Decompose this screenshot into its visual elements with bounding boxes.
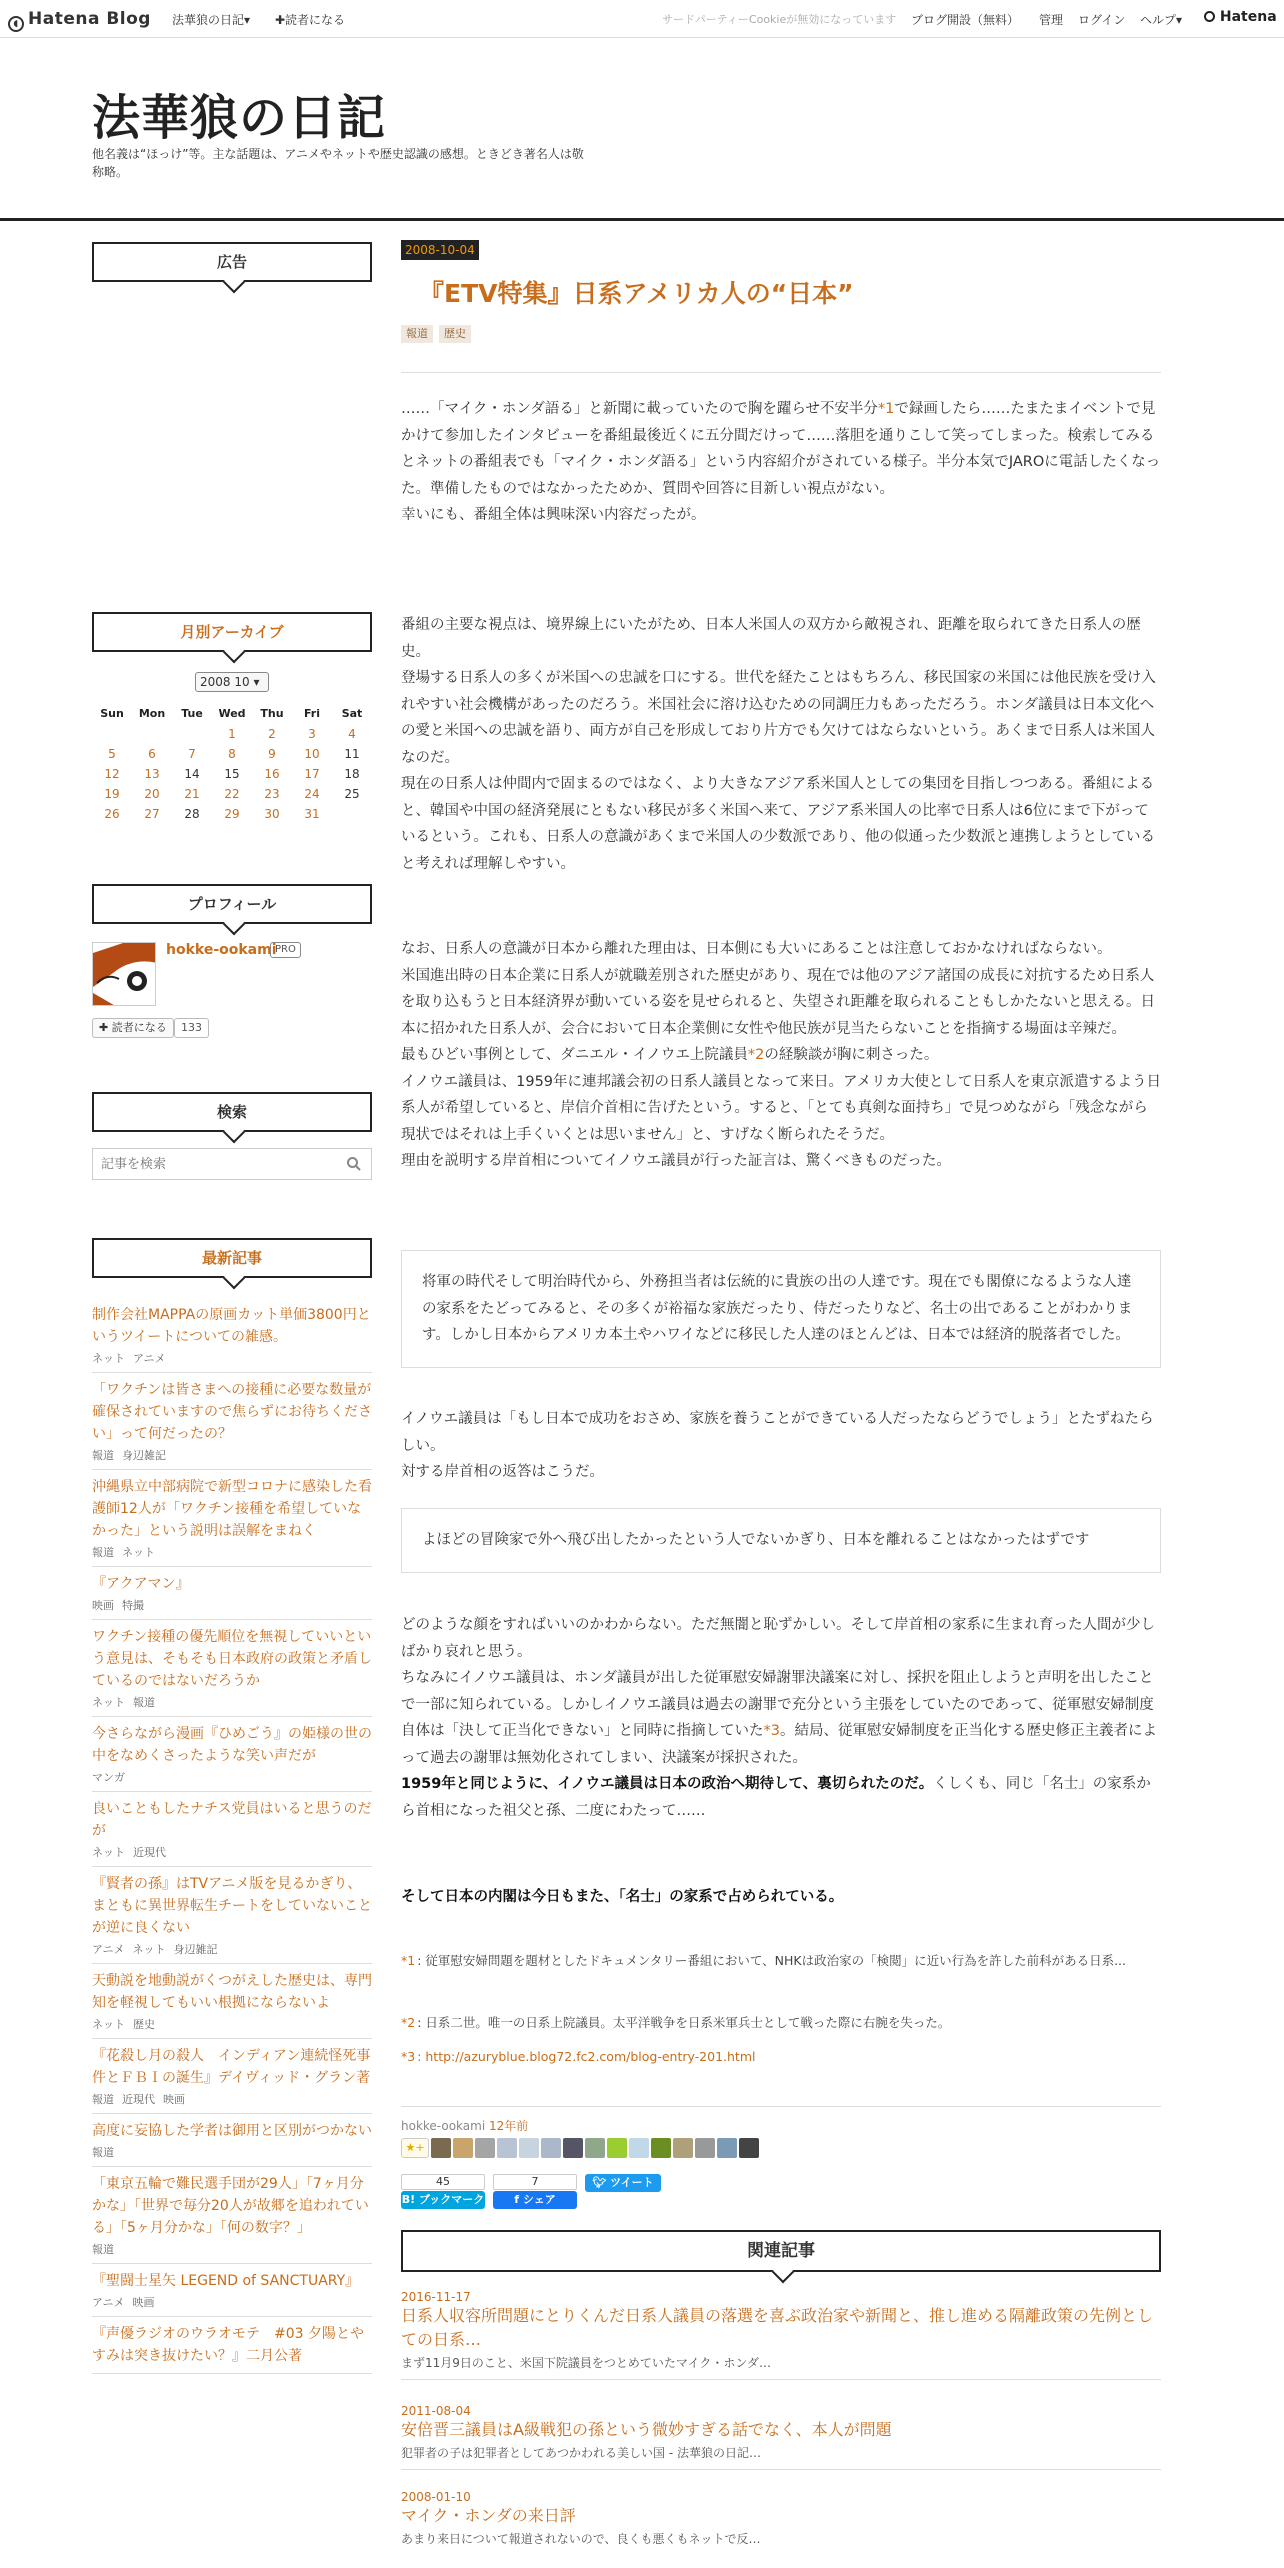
calendar-weekday: Sun	[100, 707, 124, 720]
recent-entry-tag[interactable]: 映画	[163, 2093, 185, 2106]
recent-entry-tag[interactable]: 身辺雑記	[173, 1943, 218, 1956]
login-link[interactable]: ログイン	[1078, 13, 1126, 27]
calendar-week	[92, 784, 372, 804]
blockquote: よほどの冒険家で外へ飛び出したかったという人でないかぎり、日本を離れることはなかったはずです	[401, 1508, 1161, 1573]
footnote-2: *2 : 日系二世。唯一の日系上院議員。太平洋戦争を日系米軍兵士として戦った際に右腕を失った。	[401, 2015, 951, 2030]
star-user-avatar[interactable]	[519, 2138, 539, 2158]
calendar-weekday-row	[92, 704, 372, 724]
recent-entry-tag[interactable]: 近現代	[122, 2093, 155, 2106]
hatena-logo[interactable]: Hatena	[1204, 9, 1277, 25]
recent-entry[interactable]	[92, 1792, 372, 1867]
admin-link[interactable]: 管理	[1039, 13, 1064, 27]
recent-entry-tag[interactable]: マンガ	[92, 1771, 125, 1784]
footnote-link[interactable]: *2	[747, 1047, 765, 1063]
footnote-mark[interactable]: *3	[401, 2049, 416, 2064]
subscribe-link[interactable]: ✚読者になる	[275, 13, 346, 27]
recent-entry-title[interactable]: 高度に妄協した学者は御用と区別がつかない	[92, 2123, 372, 2139]
archive-module	[92, 612, 372, 832]
open-blog-link[interactable]: ブログ開設（無料）	[911, 13, 1020, 27]
recent-entry-tag[interactable]: 近現代	[133, 1846, 166, 1859]
recent-entry-tag[interactable]: アニメ	[133, 1352, 166, 1365]
calendar-week	[92, 724, 372, 744]
hatena-blog-logo[interactable]: ◖ Hatena Blog	[8, 9, 151, 32]
related-entry-title[interactable]: 安倍晋三議員はA級戦犯の孫という微妙すぎる話でなく、本人が問題	[401, 2420, 892, 2439]
recent-entry-title[interactable]: 今さらながら漫画『ひめごう』の姫様の世の中をなめくさったような笑い声だが	[92, 1726, 372, 1764]
facebook-count: 7	[493, 2174, 577, 2190]
profile-module	[92, 884, 372, 1044]
footnote-3	[401, 2046, 1161, 2068]
recent-entry-tag[interactable]: 映画	[92, 1599, 114, 1612]
recent-entry-tags	[92, 1941, 372, 1957]
recent-entry-tag[interactable]: 身辺雑記	[122, 1449, 166, 1462]
bookmark-share[interactable]	[401, 2174, 485, 2209]
entry-paragraph: 番組の主要な視点は、境界線上にいたがため、日本人米国人の双方から敵視され、距離を取られてきた日系人の歴史。 登場する日系人の多くが米国への忠誠を口にする。世代を経たことはもちろん、移民国家の米国には他民族を受け入れやすい社会機構があったのだろう。米国社会に溶け込むための同調圧力もあっただろう。ホンダ議員は日本文化への愛と米国への忠誠を語り、両方が自己を形成しており片方でも欠けてはならないという。あくまで日系人は米国人なのだ。 現在の日系人は仲間内で固まるのではなく、より大きなアジア系米国人としての集団を目指しつつある。番組によると、韓国や中国の経済発展にともない移民が多く米国へ来て、アジア系米国人の比率で日系人は6位にまで下がっているという。これも、日系人の意識があくまで米国人の少数派であり、他の似通った少数派と連携しようとしていると考えれば理解しやすい。	[401, 617, 1156, 872]
calendar-day[interactable]: 13	[144, 767, 160, 781]
footnote-url[interactable]: : http://azuryblue.blog72.fc2.com/blog-entry-201.html	[417, 2049, 756, 2064]
calendar-weekday: Tue	[181, 707, 203, 720]
calendar-week	[92, 804, 372, 824]
recent-entry-tag[interactable]: 報道	[92, 2093, 114, 2106]
blog-menu[interactable]: 法華狼の日記▾	[172, 13, 251, 27]
facebook-share[interactable]	[493, 2174, 577, 2209]
blockquote: 将軍の時代そして明治時代から、外務担当者は伝統的に貴族の出の人達です。現在でも閣僚になるような人達の家系をたどってみると、その多くが裕福な家族だったり、侍だったりなど、名士の出であることがわかります。しかし日本からアメリカ本土やハワイなどに移民した人達のほとんどは、日本では経済的脱落者でした。	[401, 1250, 1161, 1368]
recent-entry[interactable]	[92, 2317, 372, 2374]
pro-badge: PRO	[270, 942, 301, 958]
calendar-day[interactable]: 31	[304, 807, 320, 821]
archive-module-title: 月別アーカイブ	[92, 612, 372, 652]
title-divider	[401, 372, 1161, 373]
calendar-day[interactable]: 26	[104, 807, 120, 821]
recent-entry-tag[interactable]: 映画	[132, 2296, 155, 2309]
cookie-notice[interactable]: サードパーティーCookieが無効になっています	[662, 13, 897, 26]
profile-avatar[interactable]	[92, 942, 156, 1006]
related-entry-snippet: あまり来日について報道されないので、良くも悪くもネットで反…	[401, 2532, 761, 2546]
ad-module	[92, 242, 372, 282]
recent-entry[interactable]	[92, 2167, 372, 2264]
bookmark-count: 45	[401, 2174, 485, 2190]
profile-module-title: プロフィール	[92, 884, 372, 924]
recent-entry-title[interactable]: 『声優ラジオのウラオモテ #03 夕陽とやすみは突き抜けたい？』二月公著	[92, 2326, 364, 2364]
recent-module-title: 最新記事	[92, 1238, 372, 1278]
recent-entry-tags	[92, 2241, 372, 2257]
recent-entry[interactable]	[92, 1298, 372, 1373]
calendar-day	[332, 804, 372, 824]
calendar-day	[132, 724, 172, 744]
calendar-day[interactable]: 4	[348, 727, 356, 741]
calendar-day[interactable]: 21	[184, 787, 200, 801]
calendar-day[interactable]: 29	[224, 807, 240, 821]
facebook-share-button[interactable]: f シェア	[493, 2191, 577, 2209]
calendar-week	[92, 764, 372, 784]
recent-entry-title[interactable]: 制作会社MAPPAの原画カット単価3800円というツイートについての雑感。	[92, 1307, 371, 1345]
recent-entry-title[interactable]: 『花殺し月の殺人 インディアン連続怪死事件とＦＢＩの誕生』デイヴィッド・グラン著	[92, 2048, 371, 2086]
recent-entry-title[interactable]: 『アクアマン』	[92, 1576, 190, 1592]
recent-entry-tag[interactable]: ネット	[92, 1352, 125, 1365]
star-user-avatar[interactable]	[563, 2138, 583, 2158]
recent-entry-title[interactable]: 天動説を地動説がくつがえした歴史は、専門知を軽視してもいい根拠にならないよ	[92, 1973, 372, 2011]
archive-calendar	[92, 704, 372, 824]
tweet-share[interactable]	[585, 2174, 661, 2209]
star-user-avatar[interactable]	[673, 2138, 693, 2158]
calendar-day[interactable]: 9	[268, 747, 276, 761]
recent-entry-title[interactable]: ワクチン接種の優先順位を無視していいという意見は、そもそも日本政府の政策と矛盾しているのではないだろうか	[92, 1629, 372, 1689]
share-buttons	[401, 2174, 661, 2209]
recent-entry-tag[interactable]: ネット	[92, 1846, 125, 1859]
recent-entry-tag[interactable]: ネット	[92, 1696, 125, 1709]
recent-entries-list	[92, 1298, 372, 2374]
star-user-avatar[interactable]	[717, 2138, 737, 2158]
recent-entry-title[interactable]: 「東京五輪で難民選手団が29人」「7ヶ月分かな」「世界で毎分20人が故郷を追われている」「5ヶ月分かな」「何の数字？」	[92, 2176, 369, 2236]
related-entry-snippet: まず11月9日のこと、米国下院議員をつとめていたマイク・ホンダ…	[401, 2356, 771, 2370]
recent-entry[interactable]	[92, 1964, 372, 2039]
calendar-day: 28	[184, 807, 200, 821]
recent-entry[interactable]	[92, 2264, 372, 2317]
recent-entry[interactable]	[92, 1373, 372, 1470]
related-entry-title[interactable]: マイク・ホンダの来日評	[401, 2506, 576, 2525]
category-tag[interactable]: 報道	[401, 325, 433, 343]
recent-entry-tag[interactable]: 報道	[92, 2146, 114, 2159]
calendar-day[interactable]: 22	[224, 787, 240, 801]
recent-entry-tag[interactable]: 特撮	[122, 1599, 144, 1612]
recent-entry-title[interactable]: 沖縄県立中部病院で新型コロナに感染した看護師12人が「ワクチン接種を希望していなかった」という説明は誤解をまねく	[92, 1479, 372, 1539]
recent-entry-tag[interactable]: 歴史	[133, 2018, 155, 2031]
star-user-avatar[interactable]	[497, 2138, 517, 2158]
related-entry-title[interactable]: 日系人収容所問題にとりくんだ日系人議員の落選を喜ぶ政治家や新聞と、推し進める隔離政策の先例としての日系…	[401, 2306, 1154, 2349]
calendar-day[interactable]: 12	[104, 767, 120, 781]
recent-entry-tags	[92, 1544, 372, 1560]
recent-entry-tags	[92, 2091, 372, 2107]
archive-month-select[interactable]: 2008 10 ▾	[195, 672, 269, 692]
twitter-icon: 🐦︎	[592, 2176, 607, 2189]
calendar-day[interactable]: 1	[228, 727, 236, 741]
calendar-day[interactable]: 6	[148, 747, 156, 761]
recent-entry-tag[interactable]: ネット	[122, 1546, 155, 1559]
star-user-avatar[interactable]	[629, 2138, 649, 2158]
entry-paragraph: イノウエ議員は「もし日本で成功をおさめ、家族を養うことができている人だったならどうでしょう」とたずねたらしい。 対する岸首相の返答はこうだ。	[401, 1411, 1154, 1480]
hatena-star-row	[401, 2138, 759, 2158]
footnote-link[interactable]: *1	[877, 401, 895, 417]
related-entry[interactable]	[401, 2404, 1161, 2470]
recent-entry-tag[interactable]: ネット	[92, 2018, 125, 2031]
calendar-day[interactable]: 7	[188, 747, 196, 761]
profile-name[interactable]: hokke-ookami	[166, 942, 277, 958]
calendar-day[interactable]: 10	[304, 747, 320, 761]
entry-footer	[401, 2106, 1161, 2134]
entry-paragraph: なお、日系人の意識が日本から離れた理由は、日本側にも大いにあることは注意しておかなければならない。 米国進出時の日本企業に日系人が就職差別された歴史があり、現在では他のアジア諸国の成長に対抗するため日系人を取り込もうと日本経済界が動いている姿を見せられると、失望され距離を取られることもしかたないと思える。日本に招かれた日系人が、会合において日本企業側に女性や他民族が見当たらないことを指摘する場面は辛辣だ。 最もひどい事例として、ダニエル・イノウエ上院議員*2の経験談が胸に刺さった。 イノウエ議員は、1959年に連邦議会初の日系人議員となって来日。アメリカ大使として日系人を東京派遣するよう日系人が希望していると、岸信介首相に告げたという。すると、「とても真剣な面持ち」で見つめながら「残念ながら現状ではそれは上手くいくとは思いません」と、すげなく断られたそうだ。 理由を説明する岸首相についてイノウエ議員が行った証言は、驚くべきものだった。	[401, 941, 1162, 1169]
add-star-button[interactable]: ★+	[401, 2138, 429, 2158]
blog-description: 他名義は“ほっけ”等。主な話題は、アニメやネットや歴史認識の感想。ときどき著名人は敬称略。	[92, 147, 584, 179]
star-user-avatar[interactable]	[607, 2138, 627, 2158]
related-entries-title: 関連記事	[401, 2230, 1161, 2272]
recent-entry-tag[interactable]: 報道	[133, 1696, 155, 1709]
calendar-day[interactable]: 24	[304, 787, 320, 801]
calendar-weekday: Wed	[218, 707, 246, 720]
star-user-avatar[interactable]	[695, 2138, 715, 2158]
entry-paragraph: ……「マイク・ホンダ語る」と新聞に載っていたので胸を躍らせ不安半分*1で録画したら……たまたまイベントで見かけて参加したインタビューを番組最後近くに五分間だけって……落胆を通りこして笑ってしまった。検索してみるとネットの番組表でも「マイク・ホンダ語る」という内容紹介がされている様子。半分本気でJAROに電話したくなった。準備したものではなかったためか、質問や回答に目新しい視点がない。 幸いにも、番組全体は興味深い内容だったが。	[401, 401, 1161, 523]
recent-entry-tag[interactable]: 報道	[92, 2243, 114, 2256]
entry-author[interactable]: hokke-ookami	[401, 2119, 486, 2133]
recent-entry-tag[interactable]: アニメ	[92, 1943, 125, 1956]
related-entry-date: 2016-11-17	[401, 2290, 471, 2304]
recent-entry-title[interactable]: 『賢者の孫』はTVアニメ版を見るかぎり、まともに異世界転生チートをしていないことが逆に良くない	[92, 1876, 372, 1936]
recent-entry-tags	[92, 1350, 372, 1366]
calendar-weekday: Mon	[138, 707, 166, 720]
calendar-weekday: Thu	[260, 707, 284, 720]
related-entry-snippet: 犯罪者の子は犯罪者としてあつかわれる美しい国 - 法華狼の日記…	[401, 2446, 761, 2460]
recent-entry-tags	[92, 1447, 372, 1463]
global-header	[0, 0, 1284, 38]
recent-entry[interactable]	[92, 1620, 372, 1717]
search-input[interactable]	[92, 1148, 372, 1180]
search-module	[92, 1092, 372, 1192]
recent-entry[interactable]	[92, 1567, 372, 1620]
star-user-avatar[interactable]	[651, 2138, 671, 2158]
search-icon[interactable]	[346, 1156, 362, 1172]
star-user-avatar[interactable]	[739, 2138, 759, 2158]
hatena-mark-icon	[1204, 11, 1215, 22]
blog-header	[0, 39, 1284, 221]
recent-entry-tags	[92, 2016, 372, 2032]
recent-entry-tag[interactable]: ネット	[132, 1943, 166, 1956]
subscriber-count[interactable]: 133	[174, 1018, 209, 1038]
footnote-mark[interactable]: *2	[401, 2015, 416, 2030]
recent-entry-tags	[92, 1769, 372, 1785]
recent-entry-tags	[92, 2294, 372, 2310]
category-tag[interactable]: 歴史	[439, 325, 471, 343]
calendar-day[interactable]: 16	[264, 767, 280, 781]
tweet-button[interactable]: 🐦︎ ツイート	[585, 2174, 661, 2192]
recent-entry-title[interactable]: 良いこともしたナチス党員はいると思うのだが	[92, 1801, 372, 1839]
star-user-avatar[interactable]	[541, 2138, 561, 2158]
calendar-day: 11	[344, 747, 360, 761]
footnote-link[interactable]: *3	[763, 1723, 780, 1739]
calendar-week	[92, 744, 372, 764]
calendar-day[interactable]: 5	[108, 747, 116, 761]
profile-avatar-image	[93, 943, 156, 1006]
recent-entry-tag[interactable]: 報道	[92, 1546, 114, 1559]
recent-entry[interactable]	[92, 2039, 372, 2114]
blog-title[interactable]: 法華狼の日記	[92, 90, 387, 146]
recent-entry-tags	[92, 1844, 372, 1860]
recent-entry-title[interactable]: 「ワクチンは皆さまへの接種に必要な数量が確保されていますので焦らずにお待ちください」って何だったの？	[92, 1382, 372, 1442]
recent-entry-tags	[92, 1597, 372, 1613]
recent-entry[interactable]	[92, 1470, 372, 1567]
calendar-day[interactable]: 23	[264, 787, 280, 801]
calendar-day: 15	[224, 767, 240, 781]
entry-conclusion: そして日本の内閣は今日もまた、「名士」の家系で占められている。	[401, 1889, 844, 1905]
calendar-day[interactable]: 19	[104, 787, 120, 801]
calendar-day	[172, 724, 212, 744]
entry-title[interactable]: 『ETV特集』日系アメリカ人の“日本”	[419, 279, 854, 308]
star-user-avatar[interactable]	[431, 2138, 451, 2158]
star-user-avatar[interactable]	[453, 2138, 473, 2158]
related-entry[interactable]	[401, 2490, 1161, 2547]
bookmark-button[interactable]: B! ブックマーク	[401, 2191, 485, 2209]
calendar-day[interactable]: 27	[144, 807, 160, 821]
entry	[401, 240, 1161, 2568]
recent-entry-tag[interactable]: 報道	[92, 1449, 114, 1462]
footnote-mark[interactable]: *1	[401, 1953, 416, 1968]
search-module-title: 検索	[92, 1092, 372, 1132]
calendar-day	[92, 724, 132, 744]
calendar-day: 18	[344, 767, 360, 781]
recent-entry[interactable]	[92, 1717, 372, 1792]
subscribe-button[interactable]: ✚ 読者になる	[92, 1018, 174, 1038]
entry-date[interactable]: 2008-10-04	[401, 240, 479, 260]
calendar-day[interactable]: 30	[264, 807, 280, 821]
calendar-day: 14	[184, 767, 200, 781]
calendar-day: 25	[344, 787, 360, 801]
recent-entry-tags	[92, 2144, 372, 2160]
entry-permalink[interactable]: 12年前	[488, 2119, 529, 2133]
footnote-1: *1 : 従軍慰安婦問題を題材としたドキュメンタリー番組において、NHKは政治家の「検閲」に近い行為を許した前科がある日系...	[401, 1953, 1127, 1968]
recent-entries-module	[92, 1238, 372, 2568]
help-menu[interactable]: ヘルプ▾	[1140, 13, 1183, 27]
recent-entry[interactable]	[92, 2114, 372, 2167]
related-entry-date: 2008-01-10	[401, 2490, 471, 2504]
recent-entry[interactable]	[92, 1867, 372, 1964]
calendar-weekday: Sat	[341, 707, 363, 720]
related-entry-date: 2011-08-04	[401, 2404, 471, 2418]
calendar-day[interactable]: 3	[308, 727, 316, 741]
calendar-day[interactable]: 8	[228, 747, 236, 761]
entry-paragraph: どのような顔をすればいいのかわからない。ただ無闇と恥ずかしい。そして岸首相の家系に生まれ育った人間が少しばかり哀れと思う。 ちなみにイノウエ議員は、ホンダ議員が出した従軍慰安婦謝罪決議案に対し、採択を阻止しようと声明を出したことで一部に知られている。しかしイノウエ議員は過去の謝罪で充分という主張をしていたのであって、従軍慰安婦制度自体は「決して正当化できない」と同時に指摘していた*3。結局、従軍慰安婦制度を正当化する歴史修正主義者によって過去の謝罪は無効化されてしまい、決議案が採択された。 1959年と同じように、イノウエ議員は日本の政治へ期待して、裏切られたのだ。くしくも、同じ「名士」の家系から首相になった祖父と孫、二度にわたって……	[401, 1617, 1157, 1819]
hatena-logo-icon: ◖	[8, 16, 24, 32]
recent-entry-tags	[92, 1694, 372, 1710]
calendar-day[interactable]: 17	[304, 767, 320, 781]
related-entry[interactable]	[401, 2290, 1161, 2380]
recent-entry-tag[interactable]: アニメ	[92, 2296, 125, 2309]
star-user-avatar[interactable]	[585, 2138, 605, 2158]
ad-module-title: 広告	[92, 242, 372, 282]
calendar-weekday: Fri	[303, 707, 320, 720]
calendar-day[interactable]: 20	[144, 787, 160, 801]
star-user-avatar[interactable]	[475, 2138, 495, 2158]
calendar-day[interactable]: 2	[268, 727, 276, 741]
recent-entry-title[interactable]: 『聖闘士星矢 LEGEND of SANCTUARY』	[92, 2273, 360, 2289]
